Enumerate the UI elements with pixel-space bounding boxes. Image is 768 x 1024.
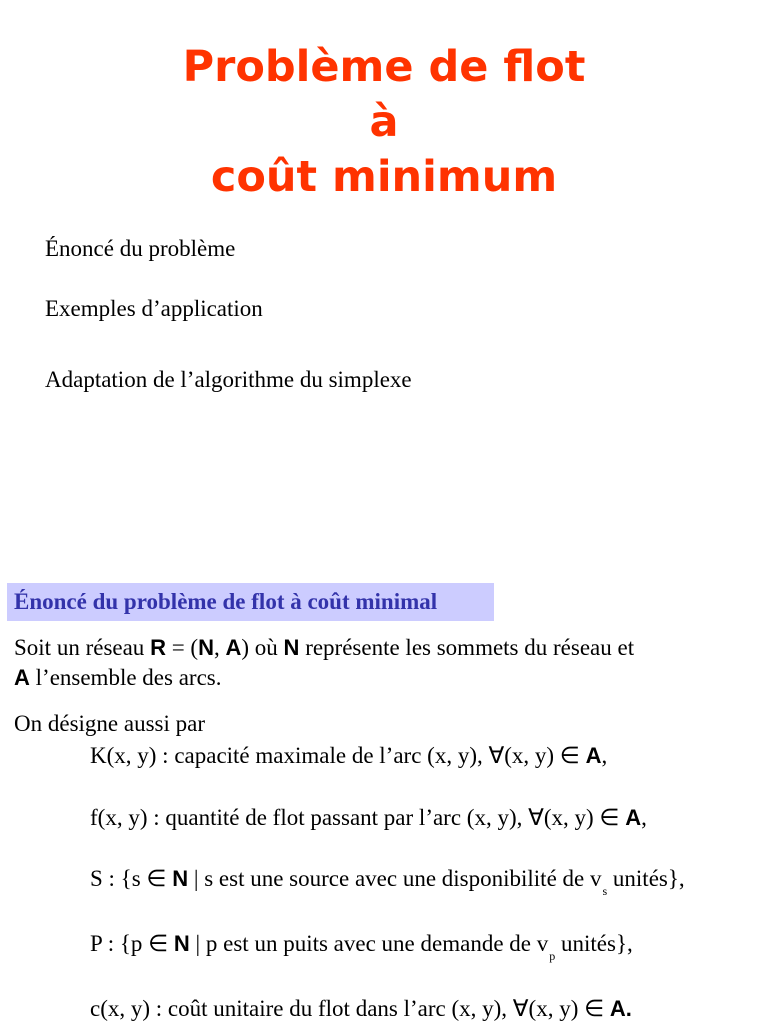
network-symbol: R bbox=[150, 635, 166, 660]
definition-text: K(x, y) : capacité maximale de l’arc (x, y), ∀(x, y) ∈ bbox=[90, 743, 586, 768]
definition-flow bbox=[90, 803, 647, 833]
definition-sinks bbox=[90, 929, 633, 962]
definition-text: unités}, bbox=[607, 866, 685, 891]
section-heading: Énoncé du problème de flot à coût minimal bbox=[7, 583, 494, 621]
intro-text: l’ensemble des arcs. bbox=[29, 665, 222, 690]
intro-text: = ( bbox=[165, 635, 199, 660]
intro-text: ) où bbox=[241, 635, 284, 660]
nodes-symbol: N bbox=[172, 866, 189, 891]
intro-paragraph bbox=[14, 633, 754, 693]
definition-text: | p est un puits avec une demande de v bbox=[189, 931, 549, 956]
arcs-symbol: A bbox=[585, 743, 602, 768]
intro-text: Soit un réseau bbox=[14, 635, 151, 660]
definition-text: , bbox=[601, 743, 608, 768]
definition-text: | s est une source avec une disponibilité de v bbox=[188, 866, 602, 891]
outline-item-enonce: Énoncé du problème bbox=[45, 236, 236, 261]
intro-text: représente les sommets du réseau et bbox=[299, 635, 635, 660]
outline-item-simplexe: Adaptation de l’algorithme du simplexe bbox=[45, 367, 412, 392]
definition-text: c(x, y) : coût unitaire du flot dans l’arc (x, y), ∀(x, y) ∈ bbox=[90, 996, 610, 1021]
nodes-symbol: N bbox=[198, 635, 214, 660]
title-line-1: Problème de flot bbox=[182, 42, 586, 92]
definition-text: f(x, y) : quantité de flot passant par l’arc (x, y), ∀(x, y) ∈ bbox=[90, 805, 626, 830]
subscript: p bbox=[549, 949, 556, 963]
definition-text: P : {p ∈ bbox=[90, 931, 174, 956]
definition-text: S : {s ∈ bbox=[90, 866, 173, 891]
title-line-2: à bbox=[369, 97, 399, 147]
outline-item-exemples: Exemples d’application bbox=[45, 296, 263, 321]
definition-text: unités}, bbox=[555, 931, 633, 956]
designate-text: On désigne aussi par bbox=[14, 711, 205, 736]
definition-capacity bbox=[90, 741, 607, 771]
definition-sources bbox=[90, 864, 685, 897]
nodes-symbol: N bbox=[283, 635, 300, 660]
nodes-symbol: N bbox=[173, 931, 190, 956]
arcs-symbol: A. bbox=[609, 996, 632, 1021]
arcs-symbol: A bbox=[14, 665, 30, 690]
arcs-symbol: A bbox=[625, 805, 642, 830]
intro-text: , bbox=[213, 635, 226, 660]
definition-text: , bbox=[641, 805, 647, 830]
definition-cost bbox=[90, 994, 632, 1024]
arcs-symbol: A bbox=[225, 635, 242, 660]
page-title bbox=[0, 40, 768, 205]
title-line-3: coût minimum bbox=[210, 152, 558, 202]
subscript: s bbox=[602, 884, 608, 898]
